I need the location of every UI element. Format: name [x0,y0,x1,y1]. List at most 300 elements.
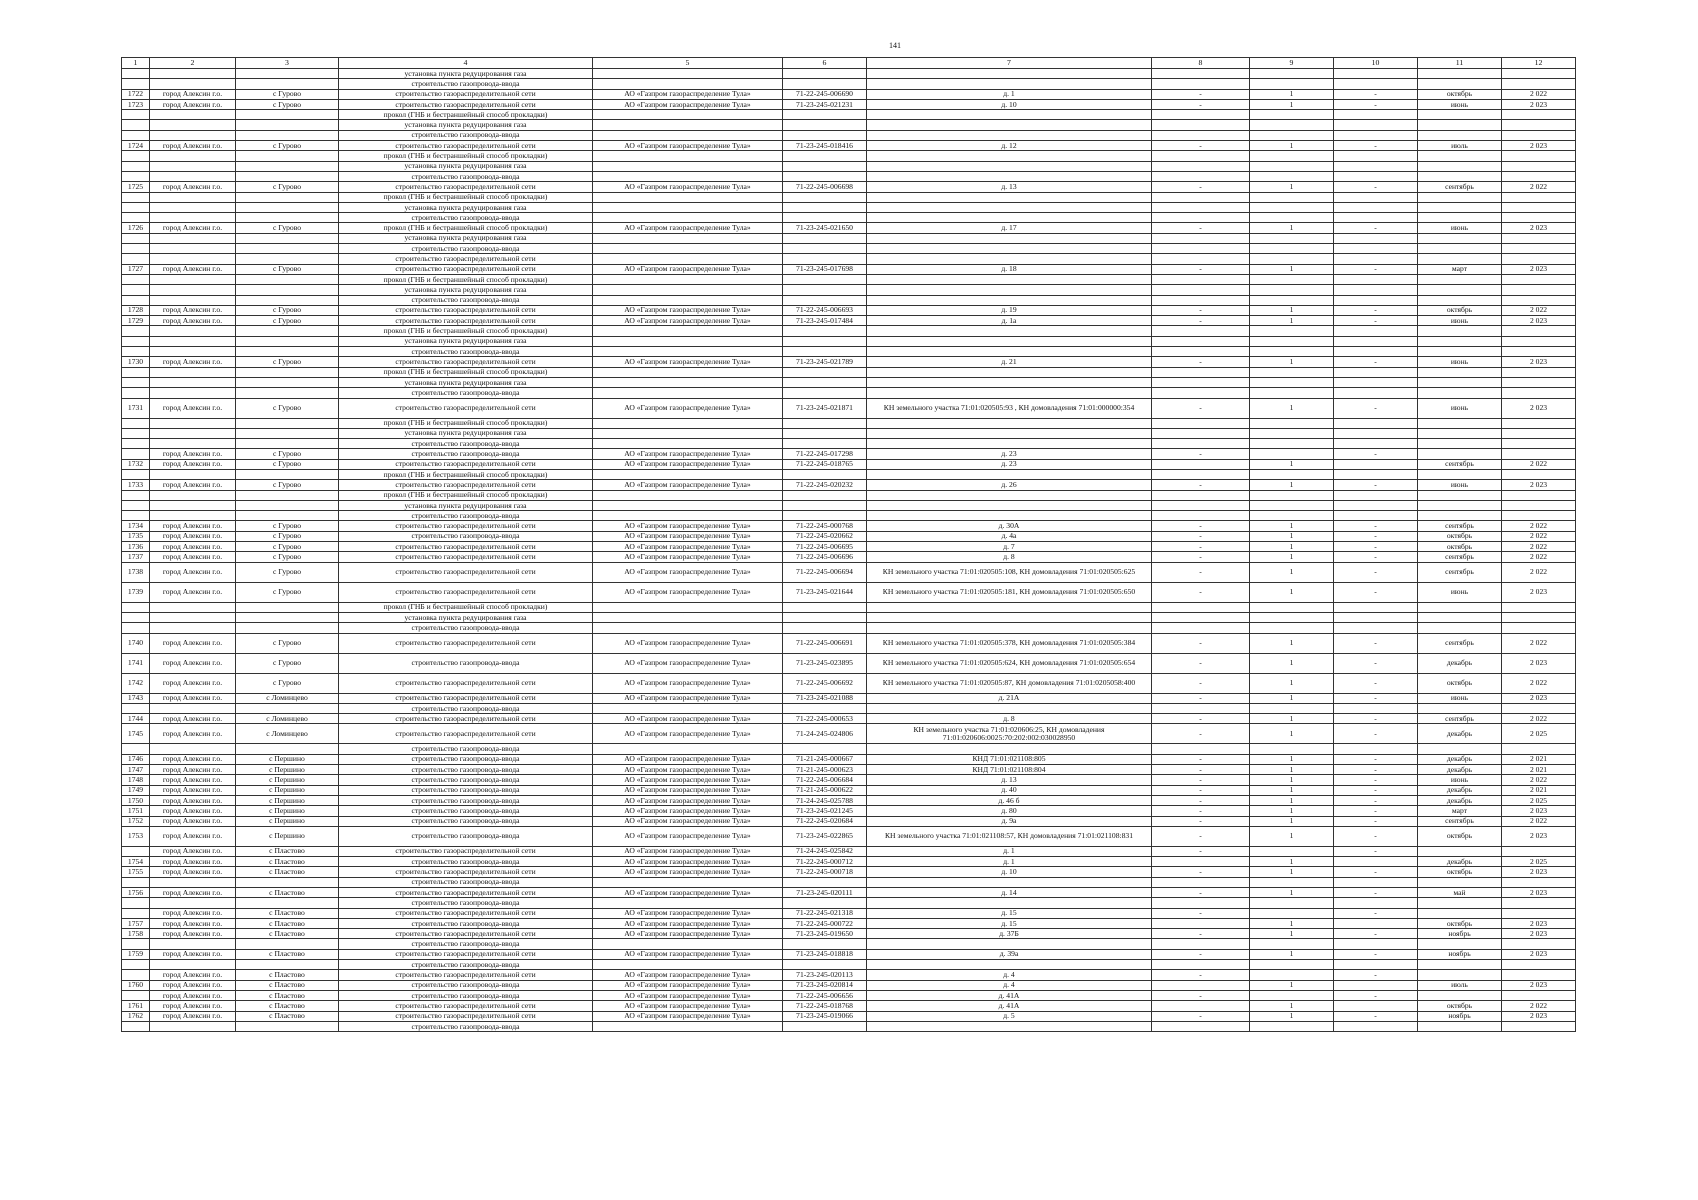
table-cell: строительство газопровода-ввода [339,744,593,754]
table-cell [236,285,339,295]
table-cell: октябрь [1418,542,1502,552]
table-cell [1152,69,1250,79]
table-cell: 2 023 [1502,398,1576,418]
table-row [122,744,1576,754]
table-cell: 2 023 [1502,888,1576,898]
table-cell [867,285,1152,295]
table-cell: д. 10 [867,867,1152,877]
table-cell: д. 41А [867,990,1152,1000]
table-cell [867,79,1152,89]
table-cell: 1738 [122,562,150,582]
table-cell: с Ломинцево [236,714,339,724]
table-cell [593,877,783,887]
table-cell: 1723 [122,99,150,109]
table-cell: 71-21-245-000623 [783,765,867,775]
table-cell: 1 [1250,857,1334,867]
table-row [122,1001,1576,1011]
table-cell [1502,79,1576,89]
table-cell: 2 023 [1502,949,1576,959]
table-cell: 2 023 [1502,929,1576,939]
table-cell: д. 17 [867,223,1152,233]
table-cell: КН земельного участка 71:01:020505:624, КН домовладения 71:01:020505:654 [867,653,1152,673]
table-cell: установка пункта редуцирования газа [339,202,593,212]
table-cell: АО «Газпром газораспределение Тула» [593,223,783,233]
table-cell: 1756 [122,888,150,898]
table-cell: 71-22-245-021318 [783,908,867,918]
table-cell: 1724 [122,141,150,151]
table-cell: 1757 [122,918,150,928]
table-cell [1418,326,1502,336]
table-cell [1152,418,1250,428]
table-cell: город Алексин г.о. [150,846,236,856]
table-cell: 1 [1250,816,1334,826]
table-cell: город Алексин г.о. [150,653,236,673]
table-cell [1334,69,1418,79]
table-cell: АО «Газпром газораспределение Тула» [593,980,783,990]
table-cell: прокол (ГНБ и бестраншейный способ прокладки) [339,469,593,479]
table-cell: строительство газопровода-ввода [339,439,593,449]
table-cell: 1729 [122,316,150,326]
table-cell: - [1152,867,1250,877]
table-cell [593,388,783,398]
table-cell: строительство газопровода-ввода [339,785,593,795]
table-cell [1250,846,1334,856]
table-cell: 1 [1250,480,1334,490]
table-row [122,357,1576,367]
column-header: 6 [783,58,867,69]
table-cell: 2 022 [1502,531,1576,541]
table-cell [1418,970,1502,980]
table-cell [783,367,867,377]
table-cell [783,612,867,622]
table-cell: строительство газопровода-ввода [339,449,593,459]
table-cell: АО «Газпром газораспределение Тула» [593,562,783,582]
table-cell [236,469,339,479]
table-cell [122,388,150,398]
table-cell: 1 [1250,305,1334,315]
table-cell: АО «Газпром газораспределение Тула» [593,305,783,315]
table-cell: 1 [1250,806,1334,816]
table-cell [1334,171,1418,181]
table-cell [1418,449,1502,459]
table-cell: строительство газораспределительной сети [339,693,593,703]
table-cell: город Алексин г.о. [150,582,236,602]
table-cell: 71-22-245-006693 [783,305,867,315]
table-cell: - [1152,806,1250,816]
table-cell: 2 021 [1502,765,1576,775]
table-row [122,398,1576,418]
table-cell [1250,500,1334,510]
table-cell [1250,110,1334,120]
table-cell [236,960,339,970]
table-cell [150,623,236,633]
table-cell: октябрь [1418,1001,1502,1011]
table-cell [1152,161,1250,171]
table-cell [1152,285,1250,295]
table-cell [150,612,236,622]
table-cell: декабрь [1418,785,1502,795]
table-cell [867,898,1152,908]
table-cell: АО «Газпром газораспределение Тула» [593,867,783,877]
table-cell [1250,377,1334,387]
table-row [122,500,1576,510]
table-cell [150,428,236,438]
table-cell: с Гурово [236,357,339,367]
table-cell [122,69,150,79]
table-cell: д. 4а [867,531,1152,541]
table-cell: строительство газопровода-ввода [339,213,593,223]
table-cell [867,171,1152,181]
table-cell [1418,254,1502,264]
table-cell: май [1418,888,1502,898]
table-cell: строительство газораспределительной сети [339,633,593,653]
table-cell: октябрь [1418,531,1502,541]
table-cell: - [1334,795,1418,805]
table-cell [783,703,867,713]
table-cell: строительство газораспределительной сети [339,141,593,151]
table-cell: 71-23-245-021245 [783,806,867,816]
table-cell: д. 19 [867,305,1152,315]
table-row [122,990,1576,1000]
table-cell: д. 8 [867,552,1152,562]
table-cell: прокол (ГНБ и бестраншейный способ прокладки) [339,223,593,233]
table-cell [236,254,339,264]
table-cell: АО «Газпром газораспределение Тула» [593,316,783,326]
table-cell: 1751 [122,806,150,816]
table-cell: 1747 [122,765,150,775]
table-cell: - [1334,316,1418,326]
table-cell [867,377,1152,387]
table-cell [122,511,150,521]
table-row [122,653,1576,673]
table-cell: установка пункта редуцирования газа [339,377,593,387]
table-row [122,1021,1576,1031]
table-cell [1152,744,1250,754]
table-cell [150,960,236,970]
table-cell [1152,898,1250,908]
table-cell [783,110,867,120]
table-cell [122,500,150,510]
table-cell [1334,918,1418,928]
table-cell [1334,295,1418,305]
table-cell: - [1334,182,1418,192]
table-cell: 1759 [122,949,150,959]
table-cell [1502,377,1576,387]
table-cell: АО «Газпром газораспределение Тула» [593,929,783,939]
table-cell [122,79,150,89]
table-cell [150,377,236,387]
table-cell [1418,130,1502,140]
table-cell [867,244,1152,254]
table-row [122,806,1576,816]
table-cell [236,511,339,521]
table-cell: 1 [1250,633,1334,653]
table-cell: - [1152,775,1250,785]
table-cell [1250,449,1334,459]
table-cell: 1732 [122,459,150,469]
table-cell: АО «Газпром газораспределение Тула» [593,785,783,795]
table-cell: с Гурово [236,141,339,151]
table-cell [122,703,150,713]
table-cell: с Гурово [236,305,339,315]
table-row [122,898,1576,908]
table-cell [1250,171,1334,181]
table-cell: с Першино [236,754,339,764]
table-row [122,673,1576,693]
table-cell: с Гурово [236,398,339,418]
table-cell: - [1334,673,1418,693]
table-cell [1418,439,1502,449]
table-cell: 71-23-245-020113 [783,970,867,980]
table-cell: - [1334,1011,1418,1021]
table-cell: 71-22-245-006698 [783,182,867,192]
table-cell: установка пункта редуцирования газа [339,233,593,243]
table-cell: город Алексин г.о. [150,888,236,898]
table-cell: д. 80 [867,806,1152,816]
table-cell [122,612,150,622]
table-cell: - [1334,724,1418,744]
table-cell: 2 022 [1502,673,1576,693]
table-cell: д. 5 [867,1011,1152,1021]
table-cell: строительство газораспределительной сети [339,99,593,109]
table-cell: с Гурово [236,673,339,693]
table-cell [1250,233,1334,243]
table-cell: - [1152,693,1250,703]
table-cell [1334,511,1418,521]
table-cell [1418,213,1502,223]
table-cell [783,79,867,89]
table-cell: - [1152,182,1250,192]
table-cell [593,418,783,428]
table-cell [1502,744,1576,754]
table-row [122,623,1576,633]
table-cell: - [1334,480,1418,490]
table-cell [1502,151,1576,161]
table-cell [236,703,339,713]
table-cell: с Гурово [236,459,339,469]
table-cell: - [1152,264,1250,274]
table-cell [1418,202,1502,212]
table-row [122,336,1576,346]
table-cell [1152,254,1250,264]
table-cell: город Алексин г.о. [150,531,236,541]
table-cell [1152,336,1250,346]
table-cell [1250,898,1334,908]
table-cell [150,490,236,500]
table-cell: - [1152,673,1250,693]
table-cell: город Алексин г.о. [150,1001,236,1011]
table-cell: 71-23-245-017484 [783,316,867,326]
table-cell: с Ломинцево [236,724,339,744]
column-header: 2 [150,58,236,69]
table-row [122,724,1576,744]
table-cell [593,960,783,970]
table-cell: строительство газораспределительной сети [339,929,593,939]
table-cell: октябрь [1418,918,1502,928]
table-cell [1502,703,1576,713]
table-cell: д. 4 [867,970,1152,980]
table-cell: д. 23 [867,459,1152,469]
table-cell: с Гурово [236,264,339,274]
table-cell [236,69,339,79]
table-cell [593,151,783,161]
table-cell: - [1334,908,1418,918]
table-cell: 2 022 [1502,459,1576,469]
table-cell [1334,336,1418,346]
table-cell [1334,500,1418,510]
table-cell: строительство газопровода-ввода [339,1021,593,1031]
table-cell [867,623,1152,633]
table-cell: - [1152,765,1250,775]
table-cell: КН земельного участка 71:01:020505:93 , КН домовладения 71:01:000000:354 [867,398,1152,418]
table-cell: 1748 [122,775,150,785]
table-cell: октябрь [1418,305,1502,315]
table-cell: АО «Газпром газораспределение Тула» [593,1001,783,1011]
table-cell [236,1021,339,1031]
table-cell: д. 46 б [867,795,1152,805]
table-cell: 1 [1250,316,1334,326]
table-cell [593,623,783,633]
table-cell: - [1152,990,1250,1000]
table-row [122,223,1576,233]
table-cell [1502,990,1576,1000]
table-cell [150,367,236,377]
table-cell: 71-23-245-019066 [783,1011,867,1021]
table-cell [122,295,150,305]
table-cell: с Ломинцево [236,693,339,703]
table-cell [150,130,236,140]
table-cell: прокол (ГНБ и бестраншейный способ прокладки) [339,151,593,161]
table-cell: - [1334,99,1418,109]
table-cell [593,511,783,521]
column-header: 1 [122,58,150,69]
table-cell: 2 022 [1502,1001,1576,1011]
table-cell: город Алексин г.о. [150,633,236,653]
table-cell: 1749 [122,785,150,795]
table-cell [1334,254,1418,264]
table-cell: город Алексин г.о. [150,542,236,552]
table-cell [867,161,1152,171]
table-cell: с Гурово [236,562,339,582]
table-cell [1418,274,1502,284]
table-cell: - [1334,449,1418,459]
table-cell: д. 1а [867,316,1152,326]
table-cell: 2 021 [1502,754,1576,764]
table-cell: 71-24-245-025788 [783,795,867,805]
table-cell: 1 [1250,182,1334,192]
table-cell: с Гурово [236,316,339,326]
table-cell [593,161,783,171]
table-cell: прокол (ГНБ и бестраншейный способ прокладки) [339,192,593,202]
table-cell: АО «Газпром газораспределение Тула» [593,357,783,367]
table-cell [783,388,867,398]
table-cell: декабрь [1418,795,1502,805]
table-cell [236,110,339,120]
table-cell: строительство газораспределительной сети [339,908,593,918]
table-cell [593,490,783,500]
table-cell [867,326,1152,336]
table-cell: - [1334,633,1418,653]
table-cell [593,110,783,120]
table-cell: строительство газопровода-ввода [339,918,593,928]
table-cell: - [1334,714,1418,724]
table-cell: 71-23-245-019650 [783,929,867,939]
table-cell [122,120,150,130]
table-cell: строительство газораспределительной сети [339,480,593,490]
table-cell: 1 [1250,918,1334,928]
table-cell [236,898,339,908]
table-cell [150,254,236,264]
table-cell: строительство газопровода-ввода [339,623,593,633]
table-cell: прокол (ГНБ и бестраншейный способ прокладки) [339,418,593,428]
table-cell: с Першино [236,816,339,826]
table-cell [1334,367,1418,377]
table-row [122,377,1576,387]
table-cell: КН земельного участка 71:01:020606:25, КН домовладения 71:01:020606:0025:70:202:002:030028950 [867,724,1152,744]
table-cell [122,623,150,633]
table-cell [1250,744,1334,754]
table-row [122,582,1576,602]
table-cell: 2 023 [1502,826,1576,846]
table-cell [122,846,150,856]
table-cell [783,428,867,438]
table-cell [1502,428,1576,438]
table-cell [783,418,867,428]
table-cell: - [1152,1011,1250,1021]
table-cell: д. 21 [867,357,1152,367]
table-cell: установка пункта редуцирования газа [339,69,593,79]
table-cell [1502,388,1576,398]
table-cell [236,418,339,428]
table-cell: строительство газопровода-ввода [339,898,593,908]
table-cell: АО «Газпром газораспределение Тула» [593,693,783,703]
table-cell: АО «Газпром газораспределение Тула» [593,552,783,562]
table-cell: с Першино [236,806,339,816]
table-row [122,552,1576,562]
table-cell [867,418,1152,428]
table-cell [1152,274,1250,284]
table-cell: строительство газораспределительной сети [339,357,593,367]
table-cell [867,192,1152,202]
table-cell [593,336,783,346]
table-cell: 2 023 [1502,223,1576,233]
table-cell: 71-23-245-018416 [783,141,867,151]
table-cell: город Алексин г.о. [150,673,236,693]
table-cell: - [1152,785,1250,795]
table-cell [867,744,1152,754]
table-cell [1334,285,1418,295]
table-cell [1152,939,1250,949]
table-cell [122,602,150,612]
table-row [122,110,1576,120]
table-cell: - [1152,89,1250,99]
table-cell: город Алексин г.о. [150,141,236,151]
table-cell [150,418,236,428]
table-cell [593,285,783,295]
table-cell: строительство газопровода-ввода [339,347,593,357]
table-cell [1250,367,1334,377]
table-cell: - [1334,141,1418,151]
table-cell [236,602,339,612]
table-cell [1152,295,1250,305]
table-cell [122,939,150,949]
table-cell: АО «Газпром газораспределение Тула» [593,888,783,898]
table-cell: строительство газораспределительной сети [339,89,593,99]
table-cell: 71-24-245-025842 [783,846,867,856]
table-row [122,918,1576,928]
table-cell [1334,439,1418,449]
table-cell: 1 [1250,531,1334,541]
